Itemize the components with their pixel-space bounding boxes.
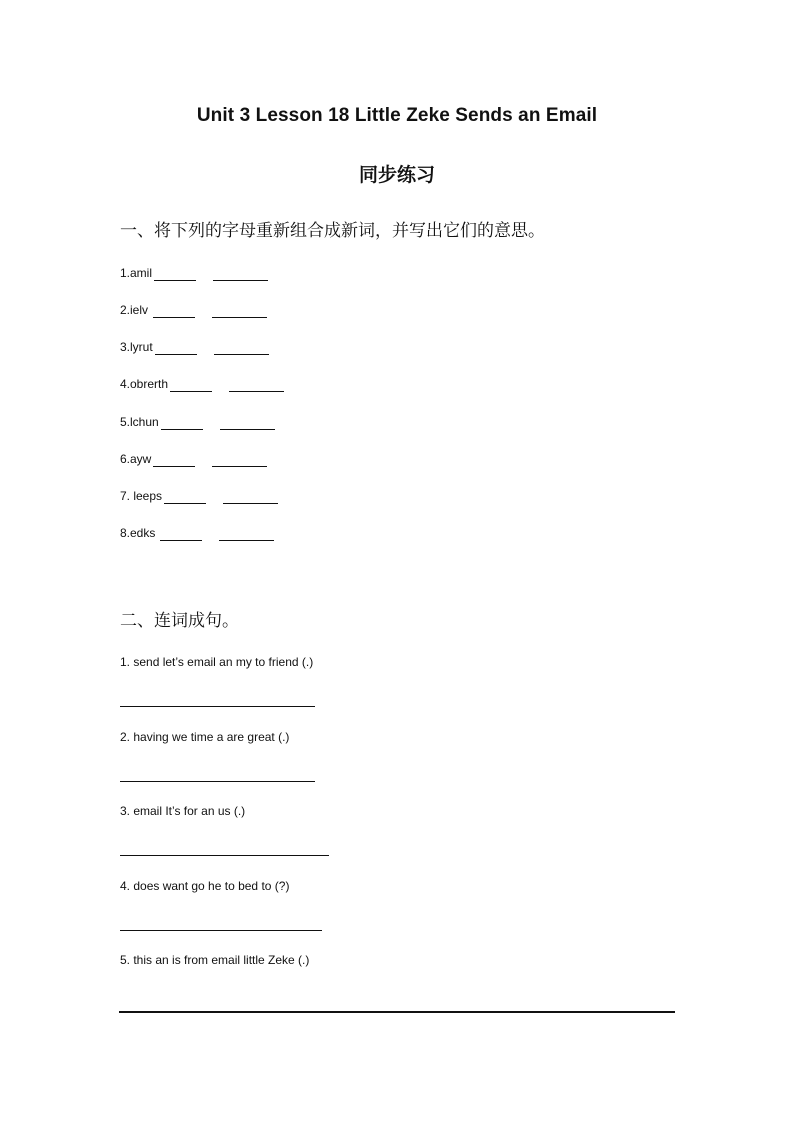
word-blank[interactable]	[153, 305, 195, 318]
word-blank[interactable]	[164, 491, 206, 504]
meaning-blank[interactable]	[220, 417, 275, 430]
section1-heading: 一、将下列的字母重新组合成新词，并写出它们的意思。	[120, 221, 545, 241]
sentence-question-2: 2. having we time a are great (.)	[120, 730, 290, 744]
unscramble-item-2	[120, 302, 267, 318]
answer-line-1[interactable]	[120, 706, 315, 707]
word-blank[interactable]	[161, 417, 203, 430]
unscramble-item-3	[120, 339, 269, 355]
meaning-blank[interactable]	[223, 491, 278, 504]
section2-heading: 二、连词成句。	[120, 611, 239, 631]
word-blank[interactable]	[155, 342, 197, 355]
sentence-question-4: 4. does want go he to bed to (?)	[120, 879, 290, 893]
unscramble-word: 3.lyrut	[120, 340, 153, 354]
meaning-blank[interactable]	[212, 454, 267, 467]
word-blank[interactable]	[160, 528, 202, 541]
meaning-blank[interactable]	[213, 268, 268, 281]
unscramble-item-8	[120, 525, 274, 541]
answer-line-4[interactable]	[120, 930, 322, 931]
unscramble-word: 5.lchun	[120, 415, 159, 429]
unscramble-item-1	[120, 265, 268, 281]
page-subtitle: 同步练习	[358, 164, 435, 186]
answer-line-3[interactable]	[120, 855, 329, 856]
unscramble-word: 8.edks	[120, 526, 156, 540]
unscramble-word: 2.ielv	[120, 303, 149, 317]
unscramble-word: 1.amil	[120, 266, 153, 280]
meaning-blank[interactable]	[219, 528, 274, 541]
meaning-blank[interactable]	[212, 305, 267, 318]
bottom-rule	[119, 1011, 675, 1013]
unscramble-item-4	[120, 376, 284, 392]
unscramble-item-7	[120, 488, 278, 504]
sentence-question-5: 5. this an is from email little Zeke (.)	[120, 953, 310, 967]
unscramble-word: 6.ayw	[120, 452, 152, 466]
word-blank[interactable]	[153, 454, 195, 467]
word-blank[interactable]	[154, 268, 196, 281]
meaning-blank[interactable]	[214, 342, 269, 355]
unscramble-item-6	[120, 451, 267, 467]
unscramble-item-5	[120, 414, 275, 430]
page-title: Unit 3 Lesson 18 Little Zeke Sends an Email	[196, 105, 598, 126]
unscramble-word: 7. leeps	[120, 489, 163, 503]
answer-line-2[interactable]	[120, 781, 315, 782]
sentence-question-3: 3. email It’s for an us (.)	[120, 804, 246, 818]
meaning-blank[interactable]	[229, 379, 284, 392]
word-blank[interactable]	[170, 379, 212, 392]
unscramble-word: 4.obrerth	[120, 377, 169, 391]
sentence-question-1: 1. send let’s email an my to friend (.)	[120, 655, 314, 669]
